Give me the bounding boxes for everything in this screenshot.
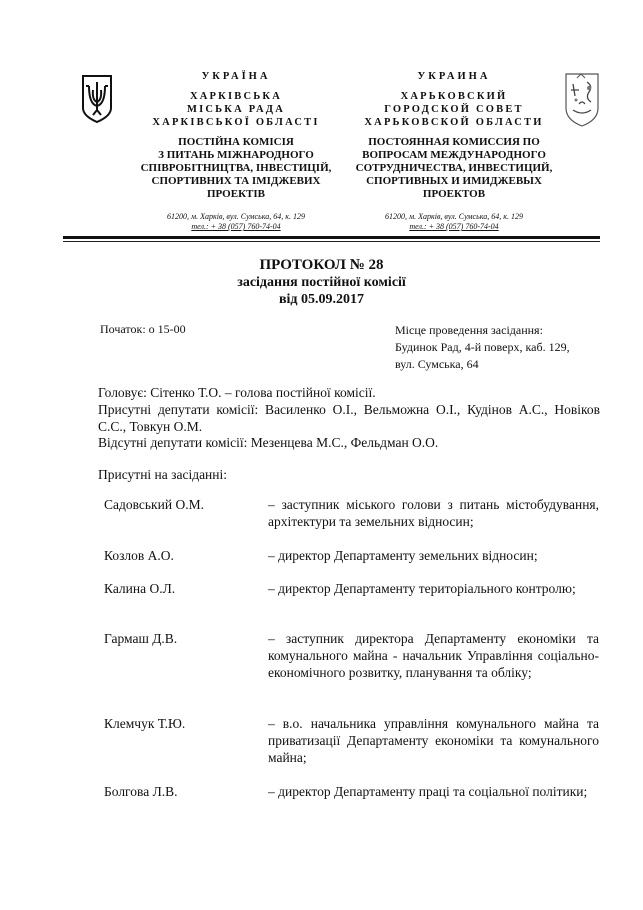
committee-line3: СПІВРОБІТНИЦТВА, ІНВЕСТИЦІЙ, bbox=[140, 162, 332, 174]
phone: тел.: + 38 (057) 760-74-04 bbox=[191, 222, 281, 231]
venue-street: вул. Сумська, 64 bbox=[395, 357, 479, 371]
committee-line3: СОТРУДНИЧЕСТВА, ИНВЕСТИЦИЙ, bbox=[355, 162, 553, 174]
committee-line4: СПОРТИВНИХ ТА ІМІДЖЕВИХ bbox=[151, 175, 321, 187]
phone: тел.: + 38 (057) 760-74-04 bbox=[409, 222, 499, 231]
attendee-role: – заступник міського голови з питань містобудування, архітектури та земельних відносин; bbox=[268, 497, 599, 529]
venue-building: Будинок Рад, 4-й поверх, каб. 129, bbox=[395, 340, 570, 354]
council-name-line2: ГОРОДСКОЙ СОВЕТ bbox=[384, 104, 524, 115]
venue-label: Місце проведення засідання: bbox=[395, 323, 543, 337]
committee-line4: СПОРТИВНЫХ И ИМИДЖЕВЫХ bbox=[366, 175, 542, 187]
header-ukrainian bbox=[122, 70, 350, 232]
protocol-subtitle: засідання постійної комісії bbox=[237, 275, 406, 290]
present-members: Присутні депутати комісії: Василенко О.І., Вельможна О.І., Кудінов А.С., Новіков С.С., Товкун О.М. bbox=[98, 402, 600, 434]
committee-line2: З ПИТАНЬ МІЖНАРОДНОГО bbox=[158, 149, 314, 161]
attendee-role: – в.о. начальника управління комунального майна та приватизації Департаменту економіки та комунального майна; bbox=[268, 716, 599, 765]
attendee-role: – директор Департаменту праці та соціальної політики; bbox=[268, 784, 588, 799]
attendees-label: Присутні на засіданні: bbox=[98, 467, 228, 482]
attendee-name: Клемчук Т.Ю. bbox=[104, 716, 186, 731]
attendee-name: Садовський О.М. bbox=[104, 497, 204, 512]
chairperson: Головує: Сітенко Т.О. – голова постійної комісії. bbox=[98, 385, 376, 400]
ukraine-coat-of-arms-icon bbox=[80, 74, 114, 124]
header-divider bbox=[63, 236, 600, 239]
committee-line5: ПРОЕКТІВ bbox=[206, 188, 266, 200]
address: 61200, м. Харків, вул. Сумська, 64, к. 129 bbox=[167, 212, 305, 221]
absent-members: Відсутні депутати комісії: Мезенцева М.С., Фельдман О.О. bbox=[98, 435, 439, 450]
council-name-line2: МІСЬКА РАДА bbox=[186, 104, 285, 115]
header-divider-thin bbox=[63, 241, 600, 242]
venue bbox=[395, 322, 570, 373]
committee-name bbox=[334, 136, 574, 201]
committee-line1: ПОСТОЯННАЯ КОМИССИЯ ПО bbox=[368, 136, 540, 148]
start-time: Початок: о 15-00 bbox=[100, 322, 186, 336]
attendee-role: – директор Департаменту територіального контролю; bbox=[268, 581, 576, 596]
attendee-name: Калина О.Л. bbox=[104, 581, 176, 596]
attendee-role: – директор Департаменту земельних відносин; bbox=[268, 548, 538, 563]
committee-line1: ПОСТІЙНА КОМІСІЯ bbox=[178, 136, 294, 148]
attendee-name: Козлов А.О. bbox=[104, 548, 174, 563]
committee-line2: ВОПРОСАМ МЕЖДУНАРОДНОГО bbox=[362, 149, 546, 161]
header-russian bbox=[334, 70, 574, 232]
council-name-line3: ХАРКІВСЬКОЇ ОБЛАСТІ bbox=[152, 117, 320, 128]
attendee-name: Гармаш Д.В. bbox=[104, 631, 178, 646]
protocol-title: ПРОТОКОЛ № 28 bbox=[259, 257, 384, 273]
address: 61200, м. Харків, вул. Сумська, 64, к. 129 bbox=[385, 212, 523, 221]
country-name: УКРАИНА bbox=[417, 71, 491, 82]
attendee-role: – заступник директора Департаменту економіки та комунального майна - начальник Управління соціально-економічного розвитку, планування та обліку; bbox=[268, 631, 599, 680]
protocol-date: від 05.09.2017 bbox=[278, 292, 365, 307]
committee-name bbox=[122, 136, 350, 201]
council-name-line1: ХАРЬКОВСКИЙ bbox=[400, 91, 508, 102]
attendee-name: Болгова Л.В. bbox=[104, 784, 178, 799]
country-name: УКРАЇНА bbox=[201, 71, 271, 82]
council-name-line1: ХАРКІВСЬКА bbox=[189, 91, 282, 102]
council-name-line3: ХАРЬКОВСКОЙ ОБЛАСТИ bbox=[364, 117, 544, 128]
committee-line5: ПРОЕКТОВ bbox=[422, 188, 486, 200]
